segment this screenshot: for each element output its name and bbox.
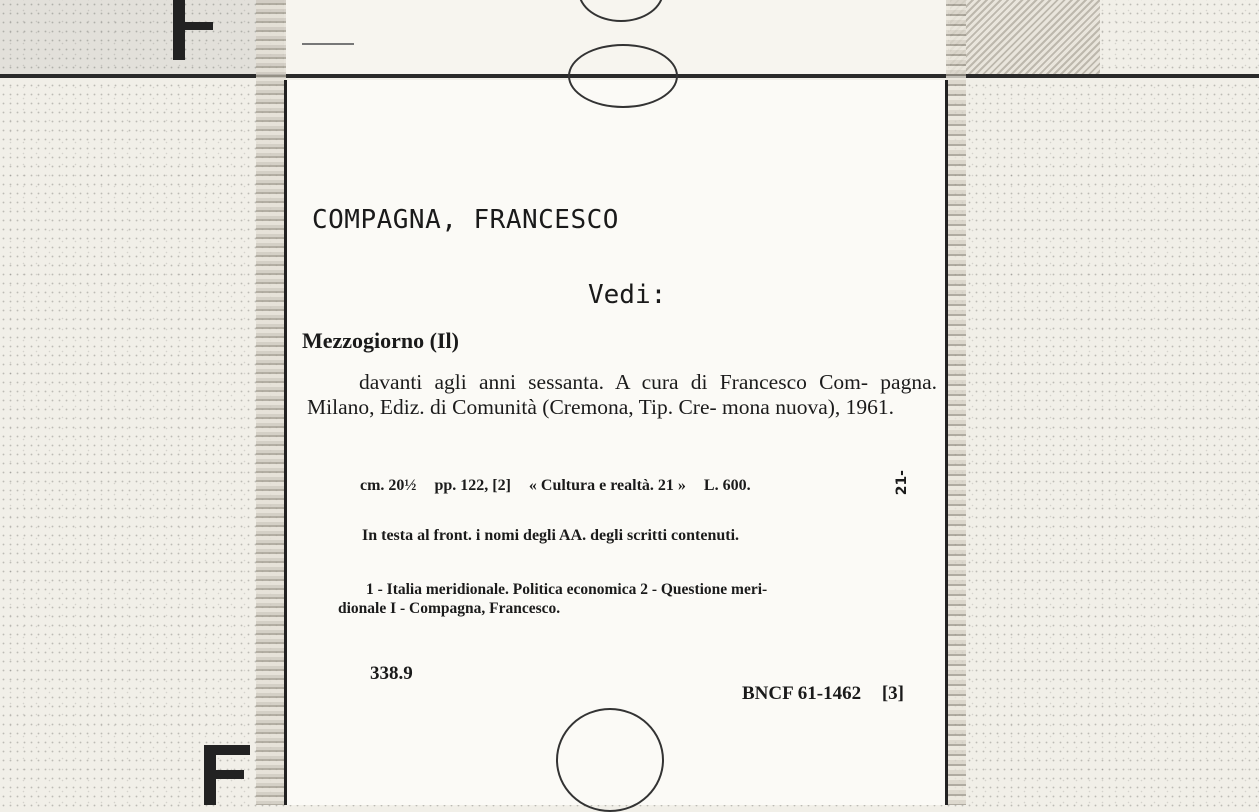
collation-line	[360, 477, 765, 495]
classification-number: 338.9	[370, 663, 413, 684]
card-note: In testa al front. i nomi degli AA. degli scritti contenuti.	[362, 527, 740, 544]
punch-hole-bottom	[556, 708, 664, 812]
collation-size: cm. 20½	[360, 477, 417, 494]
scan-background-top-left	[0, 0, 290, 74]
description-line-1: davanti agli anni sessanta. A cura di Francesco Com-	[359, 370, 869, 394]
collation-pages: pp. 122, [2]	[434, 477, 511, 494]
subject-tracings	[338, 580, 938, 618]
collation-price: L. 600.	[703, 477, 751, 494]
index-tab-mark-bottom-bar	[204, 745, 250, 755]
index-tab-mark-bottom-bar2	[204, 770, 244, 779]
description-line-2: pagna. Milano, Ediz. di Comunità (Cremona, Tip. Cre-	[307, 370, 937, 419]
see-reference-label: Vedi:	[588, 280, 667, 310]
card-edge-right	[946, 0, 966, 805]
description-line-3: mona nuova), 1961.	[722, 395, 895, 419]
subjects-line-2: dionale I - Compagna, Francesco.	[338, 600, 561, 617]
bncf-number: BNCF 61-1462	[742, 683, 862, 704]
scan-dash-mark	[302, 43, 354, 45]
subjects-line-1: 1 - Italia meridionale. Politica economica 2 - Questione meri-	[366, 581, 768, 598]
work-title: Mezzogiorno (Il)	[302, 328, 459, 353]
card-sequence: [3]	[881, 683, 904, 704]
scan-edge-top-right	[950, 0, 1100, 74]
card-edge-left	[256, 0, 286, 805]
bibliographic-reference	[742, 683, 904, 705]
card-heading-author: COMPAGNA, FRANCESCO	[312, 205, 619, 235]
punch-hole-top	[568, 44, 678, 108]
collation-series: « Cultura e realtà. 21 »	[528, 477, 686, 494]
index-tab-mark	[173, 0, 185, 60]
index-tab-mark-bar	[173, 22, 213, 30]
bibliographic-description	[307, 370, 937, 420]
side-number: 21-	[894, 470, 910, 496]
